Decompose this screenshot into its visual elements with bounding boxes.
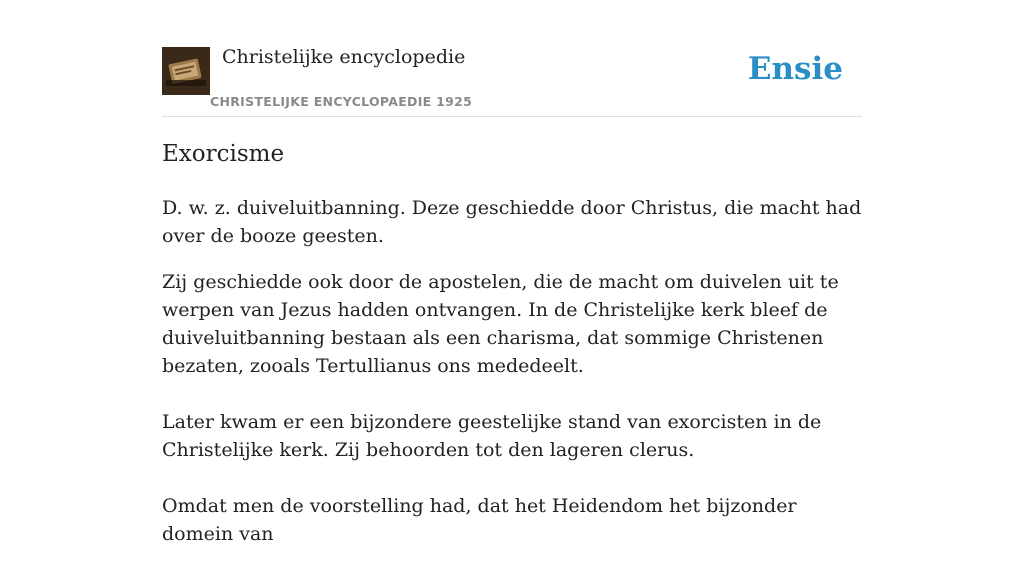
site-title[interactable]: Christelijke encyclopedie xyxy=(222,46,466,68)
encyclopedia-avatar[interactable] xyxy=(162,47,210,95)
article-paragraph: D. w. z. duiveluitbanning. Deze geschiedde door Christus, die macht had over de booze geesten. xyxy=(162,197,862,247)
book-photo-icon xyxy=(162,47,210,95)
article-title: Exorcisme xyxy=(162,141,285,167)
article-paragraph: Zij geschiedde ook door de apostelen, die de macht om duivelen uit te werpen van Jezus hadden ontvangen. In de Christelijke kerk bleef de duiveluitbanning bestaan als een charisma, dat sommige Christenen bezaten, zooals Tertullianus ons mededeelt. Later kwam er een bijzondere geestelijke stand van exorcisten in de Christelijke kerk. Zij behoorden tot den lageren clerus. Omdat men de voorstelling had, dat het Heidendom het bijzonder domein van xyxy=(162,271,839,545)
site-header xyxy=(162,40,862,117)
site-subtitle[interactable]: CHRISTELIJKE ENCYCLOPAEDIE 1925 xyxy=(210,94,473,109)
article xyxy=(162,138,862,566)
ensie-logo-link[interactable]: Ensie xyxy=(747,51,843,87)
